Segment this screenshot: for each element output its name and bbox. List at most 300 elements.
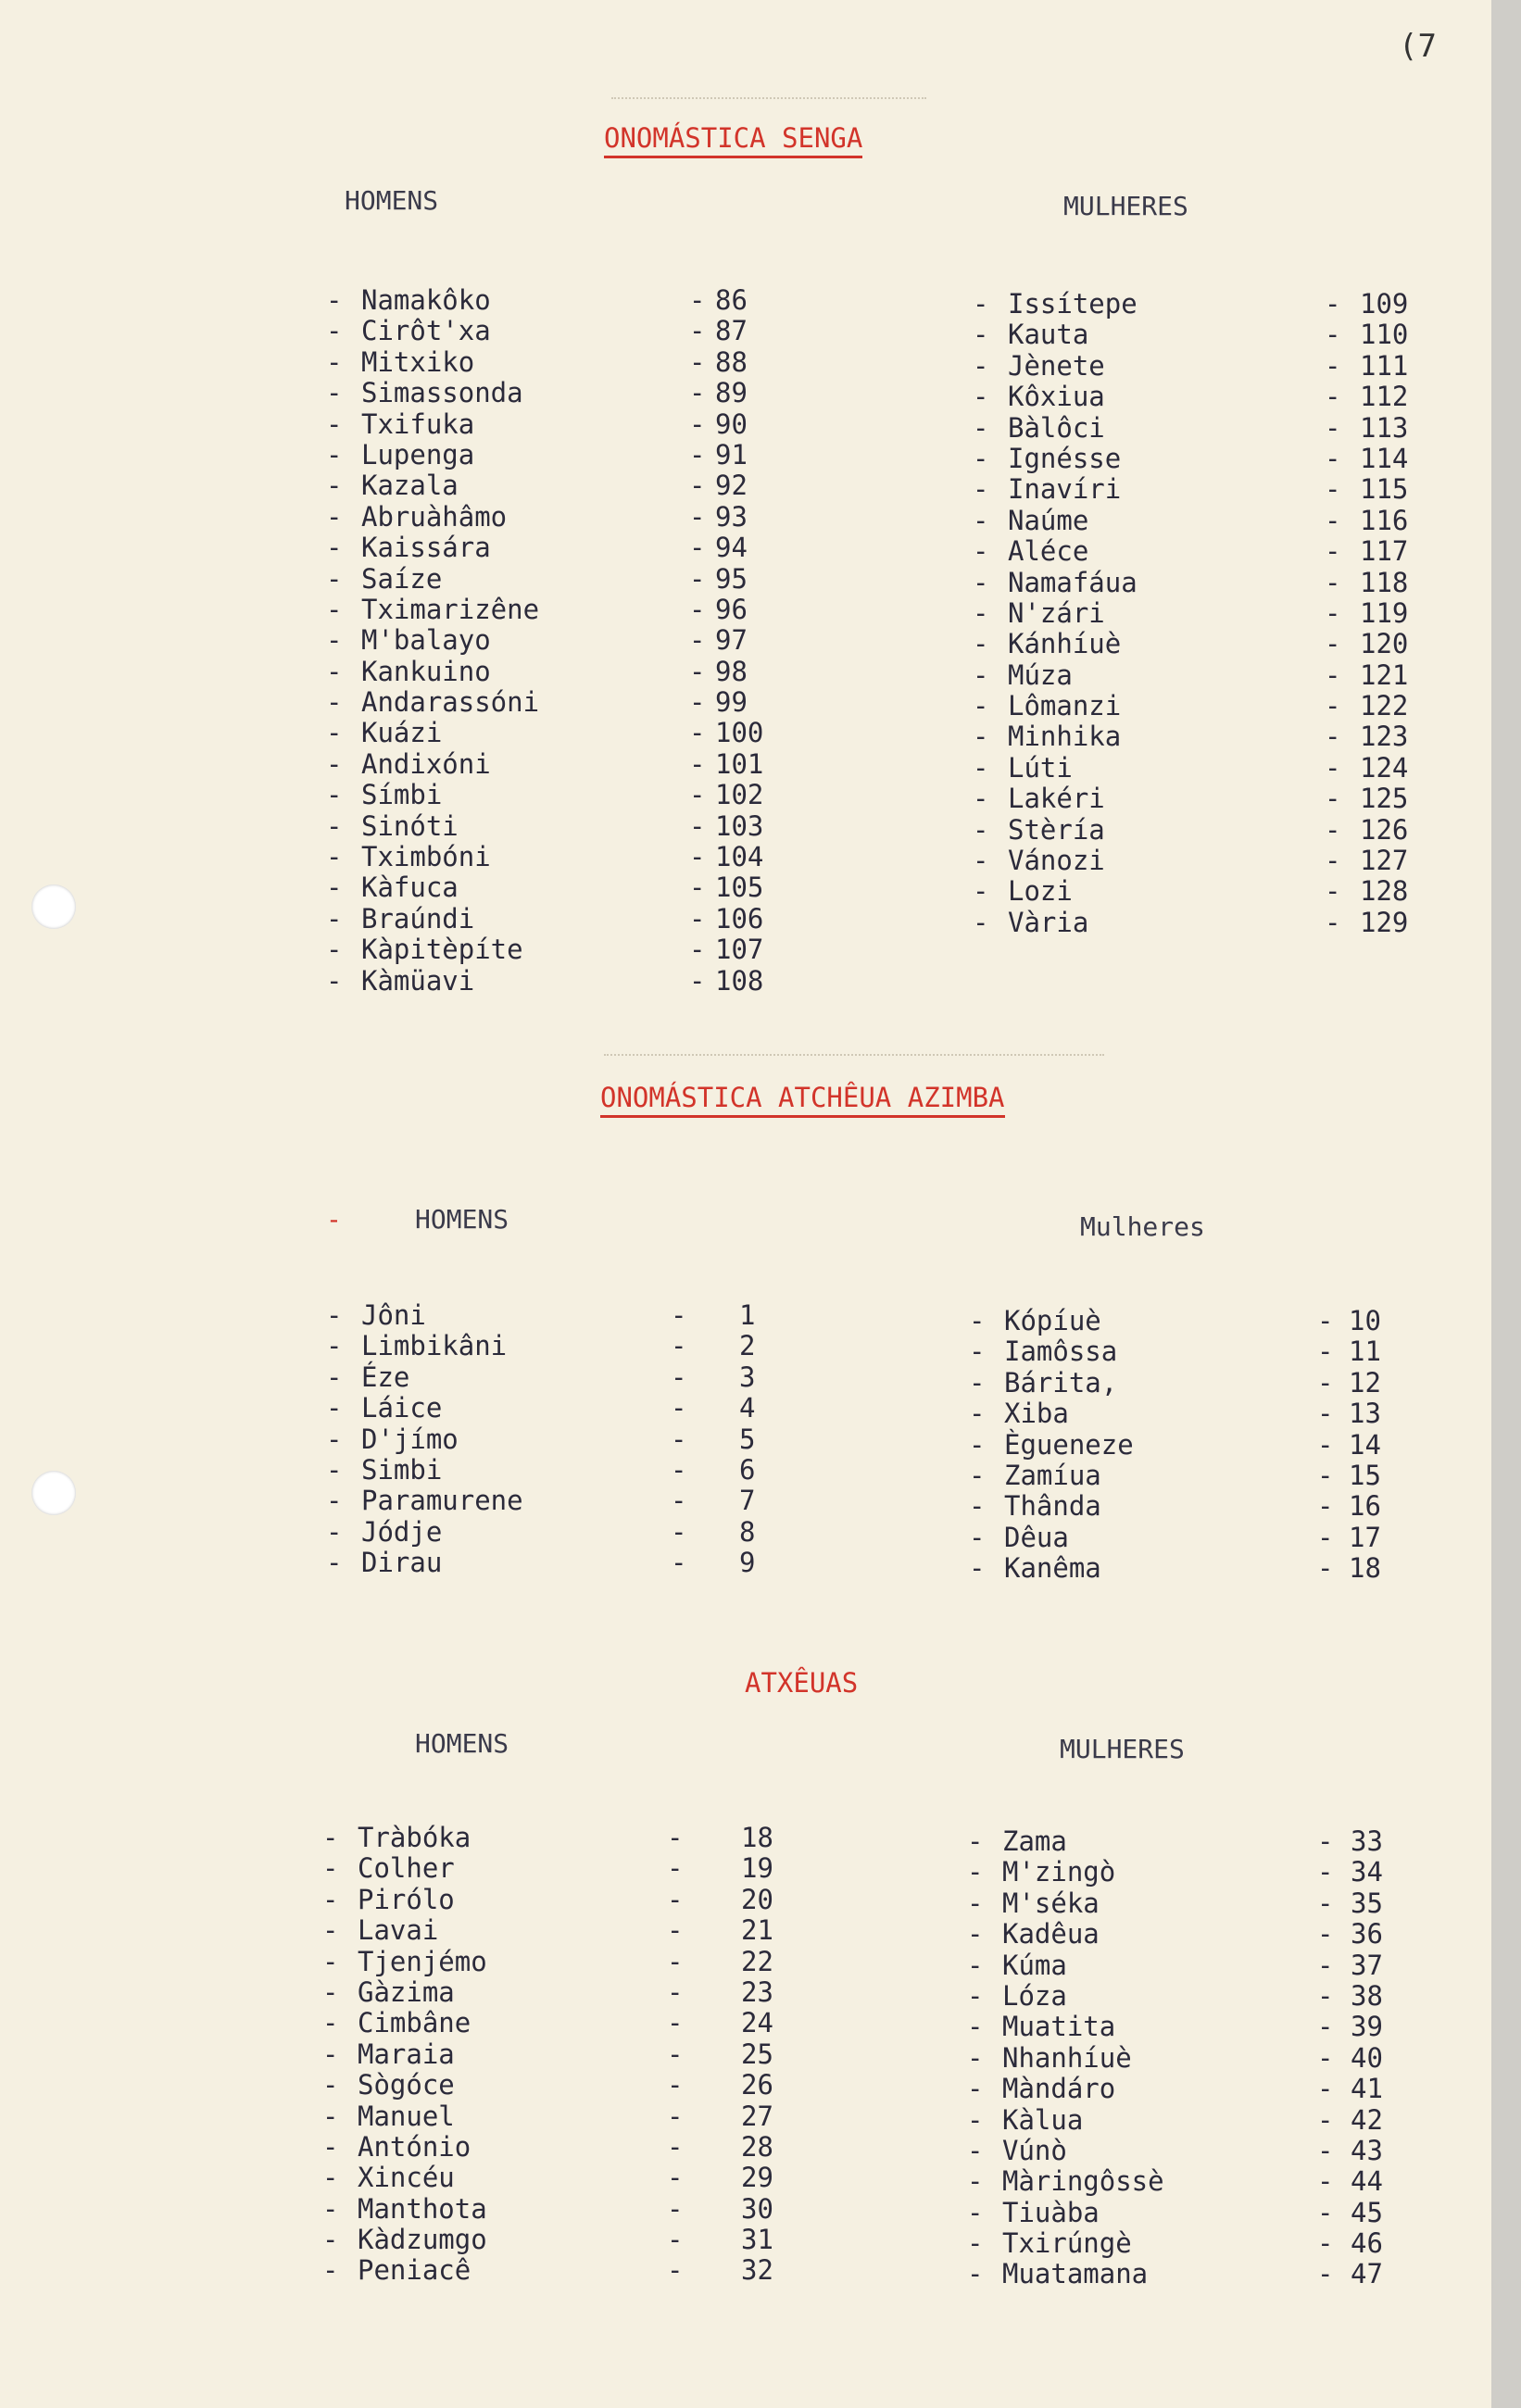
entry-number: 47 [1351,2258,1383,2290]
number-dash: - [671,1547,687,1579]
entry-number: 122 [1360,690,1409,722]
entry-number: 128 [1360,875,1409,908]
list-item [322,1885,804,1915]
entry-number: 117 [1360,535,1409,568]
list-item [322,2008,804,2038]
number-dash: - [689,934,706,966]
number-dash: - [689,686,706,719]
list-item [973,691,1436,721]
bullet-dash: - [973,566,989,598]
entry-number: 105 [715,872,764,904]
entry-number: 124 [1360,751,1409,784]
entry-number: 100 [715,717,764,749]
entry-number: 90 [715,408,748,440]
entry-number: 4 [739,1392,756,1424]
dotted-rule [604,1054,1104,1056]
list-item [967,1981,1449,2012]
entry-number: 17 [1349,1521,1381,1553]
list-item [967,1950,1449,1981]
person-name: Limbikâni [361,1330,508,1362]
list-item [326,1393,789,1423]
list-item [326,533,789,563]
list-item [326,1362,789,1393]
entry-number: 38 [1351,1979,1383,2012]
list-item [973,536,1436,567]
entry-number: 123 [1360,721,1409,753]
list-item [326,316,789,346]
bullet-dash: - [973,875,989,908]
entry-number: 94 [715,532,748,564]
number-dash: - [1325,319,1341,351]
number-dash: - [1317,1856,1334,1888]
person-name: Gàzima [358,1975,455,2008]
person-name: Cimbâne [358,2007,471,2039]
list-item [326,934,789,965]
list-item [969,1398,1432,1429]
bullet-dash: - [967,2196,984,2228]
list-item [973,815,1436,846]
number-dash: - [689,500,706,533]
bullet-dash: - [967,2134,984,2166]
person-name: M'zingò [1002,1856,1116,1888]
number-dash: - [667,1822,684,1853]
bullet-dash: - [326,686,343,719]
person-name: Sògóce [358,2069,455,2101]
person-name: Kàfuca [361,872,459,904]
list-item [969,1461,1432,1491]
bullet-dash: - [326,1453,343,1486]
entry-number: 99 [715,686,748,719]
entry-number: 125 [1360,783,1409,815]
person-name: Vúnò [1002,2134,1067,2166]
section-title-senga: ONOMÁSTICA SENGA [604,122,862,158]
person-name: Ignésse [1008,442,1122,474]
number-dash: - [1317,2073,1334,2105]
entry-number: 20 [741,1883,773,1915]
person-name: M'séka [1002,1887,1100,1919]
bullet-dash: - [326,747,343,780]
entry-number: 41 [1351,2073,1383,2105]
number-dash: - [667,2192,684,2225]
person-name: Lômanzi [1008,690,1122,722]
bullet-dash: - [326,408,343,440]
entry-number: 32 [741,2254,773,2287]
list-item [326,625,789,656]
bullet-dash: - [326,593,343,625]
list-item [326,595,789,625]
number-dash: - [667,2254,684,2287]
person-name: Stèría [1008,813,1105,846]
entry-number: 114 [1360,442,1409,474]
list-item [322,1853,804,1884]
person-name: Kàpitèpíte [361,934,523,966]
number-dash: - [1317,1336,1334,1368]
number-dash: - [689,964,706,997]
number-dash: - [689,315,706,347]
person-name: Kôxiua [1008,381,1105,413]
bullet-dash: - [326,809,343,842]
list-item [326,347,789,378]
person-name: Kazala [361,470,459,502]
bullet-dash: - [322,2162,339,2194]
entry-number: 31 [741,2224,773,2256]
bullet-dash: - [322,1975,339,2008]
number-dash: - [671,1330,687,1362]
entry-number: 119 [1360,596,1409,629]
person-name: Kàdzumgo [358,2224,487,2256]
bullet-dash: - [969,1366,986,1398]
bullet-dash: - [322,1914,339,1947]
bullet-dash: - [969,1398,986,1430]
entry-number: 18 [741,1822,773,1853]
list-item [326,718,789,748]
men-header-senga: HOMENS [345,185,439,216]
person-name: Cirôt'xa [361,315,491,347]
entry-number: 45 [1351,2196,1383,2228]
men-header-atxeuas: HOMENS [415,1728,509,1759]
list-item [973,568,1436,598]
entry-number: 34 [1351,1856,1383,1888]
bullet-dash: - [967,1949,984,1981]
number-dash: - [1317,1521,1334,1553]
entry-number: 30 [741,2192,773,2225]
list-item [967,2259,1449,2289]
bullet-dash: - [322,2192,339,2225]
bullet-dash: - [969,1336,986,1368]
number-dash: - [689,902,706,934]
list-item [322,2225,804,2255]
number-dash: - [1317,1918,1334,1950]
women-header-atcheua: Mulheres [1080,1211,1205,1242]
number-dash: - [689,532,706,564]
list-item [326,1455,789,1486]
entry-number: 106 [715,902,764,934]
person-name: Símbi [361,779,443,811]
list-item [973,506,1436,536]
bullet-dash: - [326,717,343,749]
number-dash: - [671,1392,687,1424]
person-name: Kaissára [361,532,491,564]
person-name: Kàlua [1002,2103,1084,2136]
entry-number: 129 [1360,906,1409,938]
entry-number: 109 [1360,288,1409,320]
person-name: Kankuino [361,655,491,687]
list-item [967,2105,1449,2136]
number-dash: - [1325,411,1341,444]
number-dash: - [667,2038,684,2070]
list-item [322,2039,804,2070]
list-item [973,413,1436,444]
person-name: Paramurene [361,1485,523,1517]
entry-number: 111 [1360,349,1409,382]
person-name: Lupenga [361,438,475,470]
entry-number: 107 [715,934,764,966]
women-list-senga [973,289,1436,938]
number-dash: - [689,438,706,470]
person-name: Vánozi [1008,845,1105,877]
list-item [973,474,1436,505]
entry-number: 40 [1351,2041,1383,2074]
number-dash: - [667,2069,684,2101]
number-dash: - [1325,473,1341,506]
entry-number: 96 [715,593,748,625]
number-dash: - [667,1975,684,2008]
person-name: Nhanhíuè [1002,2041,1132,2074]
bullet-dash: - [322,2038,339,2070]
number-dash: - [689,779,706,811]
bullet-dash: - [326,624,343,657]
bullet-dash: - [326,1547,343,1579]
bullet-dash: - [973,658,989,691]
list-item [326,1331,789,1361]
number-dash: - [1325,783,1341,815]
entry-number: 121 [1360,658,1409,691]
number-dash: - [689,624,706,657]
bullet-dash: - [973,690,989,722]
entry-number: 110 [1360,319,1409,351]
person-name: Lóza [1002,1979,1067,2012]
list-item [326,1548,789,1578]
entry-number: 95 [715,562,748,595]
number-dash: - [1317,1490,1334,1523]
list-item [326,904,789,934]
number-dash: - [1317,1398,1334,1430]
number-dash: - [1317,2011,1334,2043]
number-dash: - [1325,906,1341,938]
person-name: Manthota [358,2192,487,2225]
bullet-dash: - [967,2041,984,2074]
number-dash: - [667,2007,684,2039]
bullet-dash: - [322,1945,339,1977]
entry-number: 13 [1349,1398,1381,1430]
list-item [322,2070,804,2101]
entry-number: 33 [1351,1825,1383,1857]
bullet-dash: - [973,442,989,474]
entry-number: 7 [739,1485,756,1517]
entry-number: 116 [1360,504,1409,536]
entry-number: 102 [715,779,764,811]
page-edge [1491,0,1521,2408]
person-name: Manuel [358,2100,455,2132]
person-name: Ègueneze [1004,1428,1134,1461]
entry-number: 6 [739,1453,756,1486]
bullet-dash: - [326,1485,343,1517]
bullet-dash: - [973,721,989,753]
person-name: Lozi [1008,875,1073,908]
bullet-dash: - [967,2073,984,2105]
person-name: Tximarizêne [361,593,540,625]
bullet-dash: - [326,1330,343,1362]
bullet-dash: - [326,872,343,904]
list-item [973,629,1436,659]
number-dash: - [1317,2134,1334,2166]
bullet-dash: - [326,562,343,595]
number-dash: - [1317,1949,1334,1981]
number-dash: - [1325,690,1341,722]
entry-number: 118 [1360,566,1409,598]
person-name: Jôni [361,1299,426,1331]
number-dash: - [689,717,706,749]
entry-number: 103 [715,809,764,842]
person-name: Peniacê [358,2254,471,2287]
bullet-dash: - [969,1552,986,1585]
person-name: Kúma [1002,1949,1067,1981]
list-item [322,2132,804,2163]
person-name: D'jímo [361,1423,459,1455]
list-item [326,811,789,842]
person-name: Lúti [1008,751,1073,784]
person-name: Lakéri [1008,783,1105,815]
number-dash: - [667,1945,684,1977]
person-name: Sinóti [361,809,459,842]
number-dash: - [667,2100,684,2132]
list-item [326,502,789,533]
person-name: Kàmüavi [361,964,475,997]
number-dash: - [1325,658,1341,691]
list-item [973,320,1436,350]
bullet-dash: - [322,2100,339,2132]
bullet-dash: - [967,2258,984,2290]
number-dash: - [689,377,706,409]
bullet-dash: - [967,1856,984,1888]
number-dash: - [1325,442,1341,474]
person-name: N'zári [1008,596,1105,629]
entry-number: 87 [715,315,748,347]
person-name: Zamíua [1004,1459,1101,1491]
list-item [322,2255,804,2286]
person-name: Màringôssè [1002,2165,1164,2198]
list-item [326,657,789,687]
number-dash: - [671,1299,687,1331]
entry-number: 29 [741,2162,773,2194]
person-name: Tràbóka [358,1822,471,1853]
person-name: Kauta [1008,319,1089,351]
person-name: Kánhíuè [1008,628,1122,660]
bullet-dash: - [326,655,343,687]
number-dash: - [689,655,706,687]
list-item [322,2163,804,2193]
women-header-senga: MULHERES [1063,191,1188,221]
list-item [969,1368,1432,1398]
bullet-dash: - [326,438,343,470]
number-dash: - [671,1361,687,1393]
dotted-rule [611,97,926,99]
bullet-dash: - [322,2254,339,2287]
entry-number: 108 [715,964,764,997]
person-name: Jódje [361,1515,443,1548]
list-item [973,351,1436,382]
list-item [322,1915,804,1946]
person-name: Bàlôci [1008,411,1105,444]
bullet-dash: - [326,315,343,347]
number-dash: - [1325,628,1341,660]
person-name: António [358,2130,471,2163]
bullet-dash: - [326,1423,343,1455]
number-dash: - [689,562,706,595]
entry-number: 26 [741,2069,773,2101]
bullet-dash: - [973,473,989,506]
bullet-dash: - [326,964,343,997]
entry-number: 88 [715,345,748,378]
bullet-dash: - [326,377,343,409]
list-item [973,382,1436,412]
entry-number: 43 [1351,2134,1383,2166]
bullet-dash: - [326,345,343,378]
bullet-dash: - [969,1428,986,1461]
bullet-dash: - [322,2224,339,2256]
person-name: Zama [1002,1825,1067,1857]
person-name: Maraia [358,2038,455,2070]
list-item [973,598,1436,629]
entry-number: 115 [1360,473,1409,506]
list-item [326,1424,789,1455]
list-item [967,1826,1449,1857]
list-item [326,872,789,903]
red-dash-mark: - [326,1204,342,1235]
person-name: Jènete [1008,349,1105,382]
person-name: Namafáua [1008,566,1138,598]
list-item [326,966,789,997]
entry-number: 23 [741,1975,773,2008]
list-item [967,2012,1449,2042]
number-dash: - [1317,2041,1334,2074]
men-list-atcheua [326,1300,789,1579]
number-dash: - [671,1453,687,1486]
person-name: Xiba [1004,1398,1069,1430]
number-dash: - [671,1485,687,1517]
women-list-atcheua [969,1306,1432,1585]
bullet-dash: - [967,2165,984,2198]
entry-number: 8 [739,1515,756,1548]
bullet-dash: - [973,628,989,660]
person-name: Muatamana [1002,2258,1149,2290]
person-name: Tximbóni [361,841,491,873]
entry-number: 42 [1351,2103,1383,2136]
bullet-dash: - [967,1825,984,1857]
number-dash: - [671,1423,687,1455]
number-dash: - [1317,1428,1334,1461]
list-item [326,440,789,470]
bullet-dash: - [973,504,989,536]
list-item [322,1823,804,1853]
list-item [969,1430,1432,1461]
number-dash: - [689,872,706,904]
entry-number: 9 [739,1547,756,1579]
bullet-dash: - [322,2007,339,2039]
bullet-dash: - [967,1887,984,1919]
punch-hole-bottom [31,1471,76,1515]
person-name: Braúndi [361,902,475,934]
list-item [973,660,1436,691]
entry-number: 14 [1349,1428,1381,1461]
bullet-dash: - [969,1521,986,1553]
bullet-dash: - [967,2227,984,2260]
bullet-dash: - [973,906,989,938]
list-item [967,2074,1449,2104]
person-name: Pirólo [358,1883,455,1915]
bullet-dash: - [326,284,343,316]
person-name: Thânda [1004,1490,1101,1523]
bullet-dash: - [326,532,343,564]
list-item [969,1336,1432,1367]
bullet-dash: - [967,2103,984,2136]
bullet-dash: - [973,596,989,629]
list-item [973,876,1436,907]
bullet-dash: - [322,1822,339,1853]
number-dash: - [689,593,706,625]
bullet-dash: - [969,1305,986,1336]
number-dash: - [1317,2258,1334,2290]
